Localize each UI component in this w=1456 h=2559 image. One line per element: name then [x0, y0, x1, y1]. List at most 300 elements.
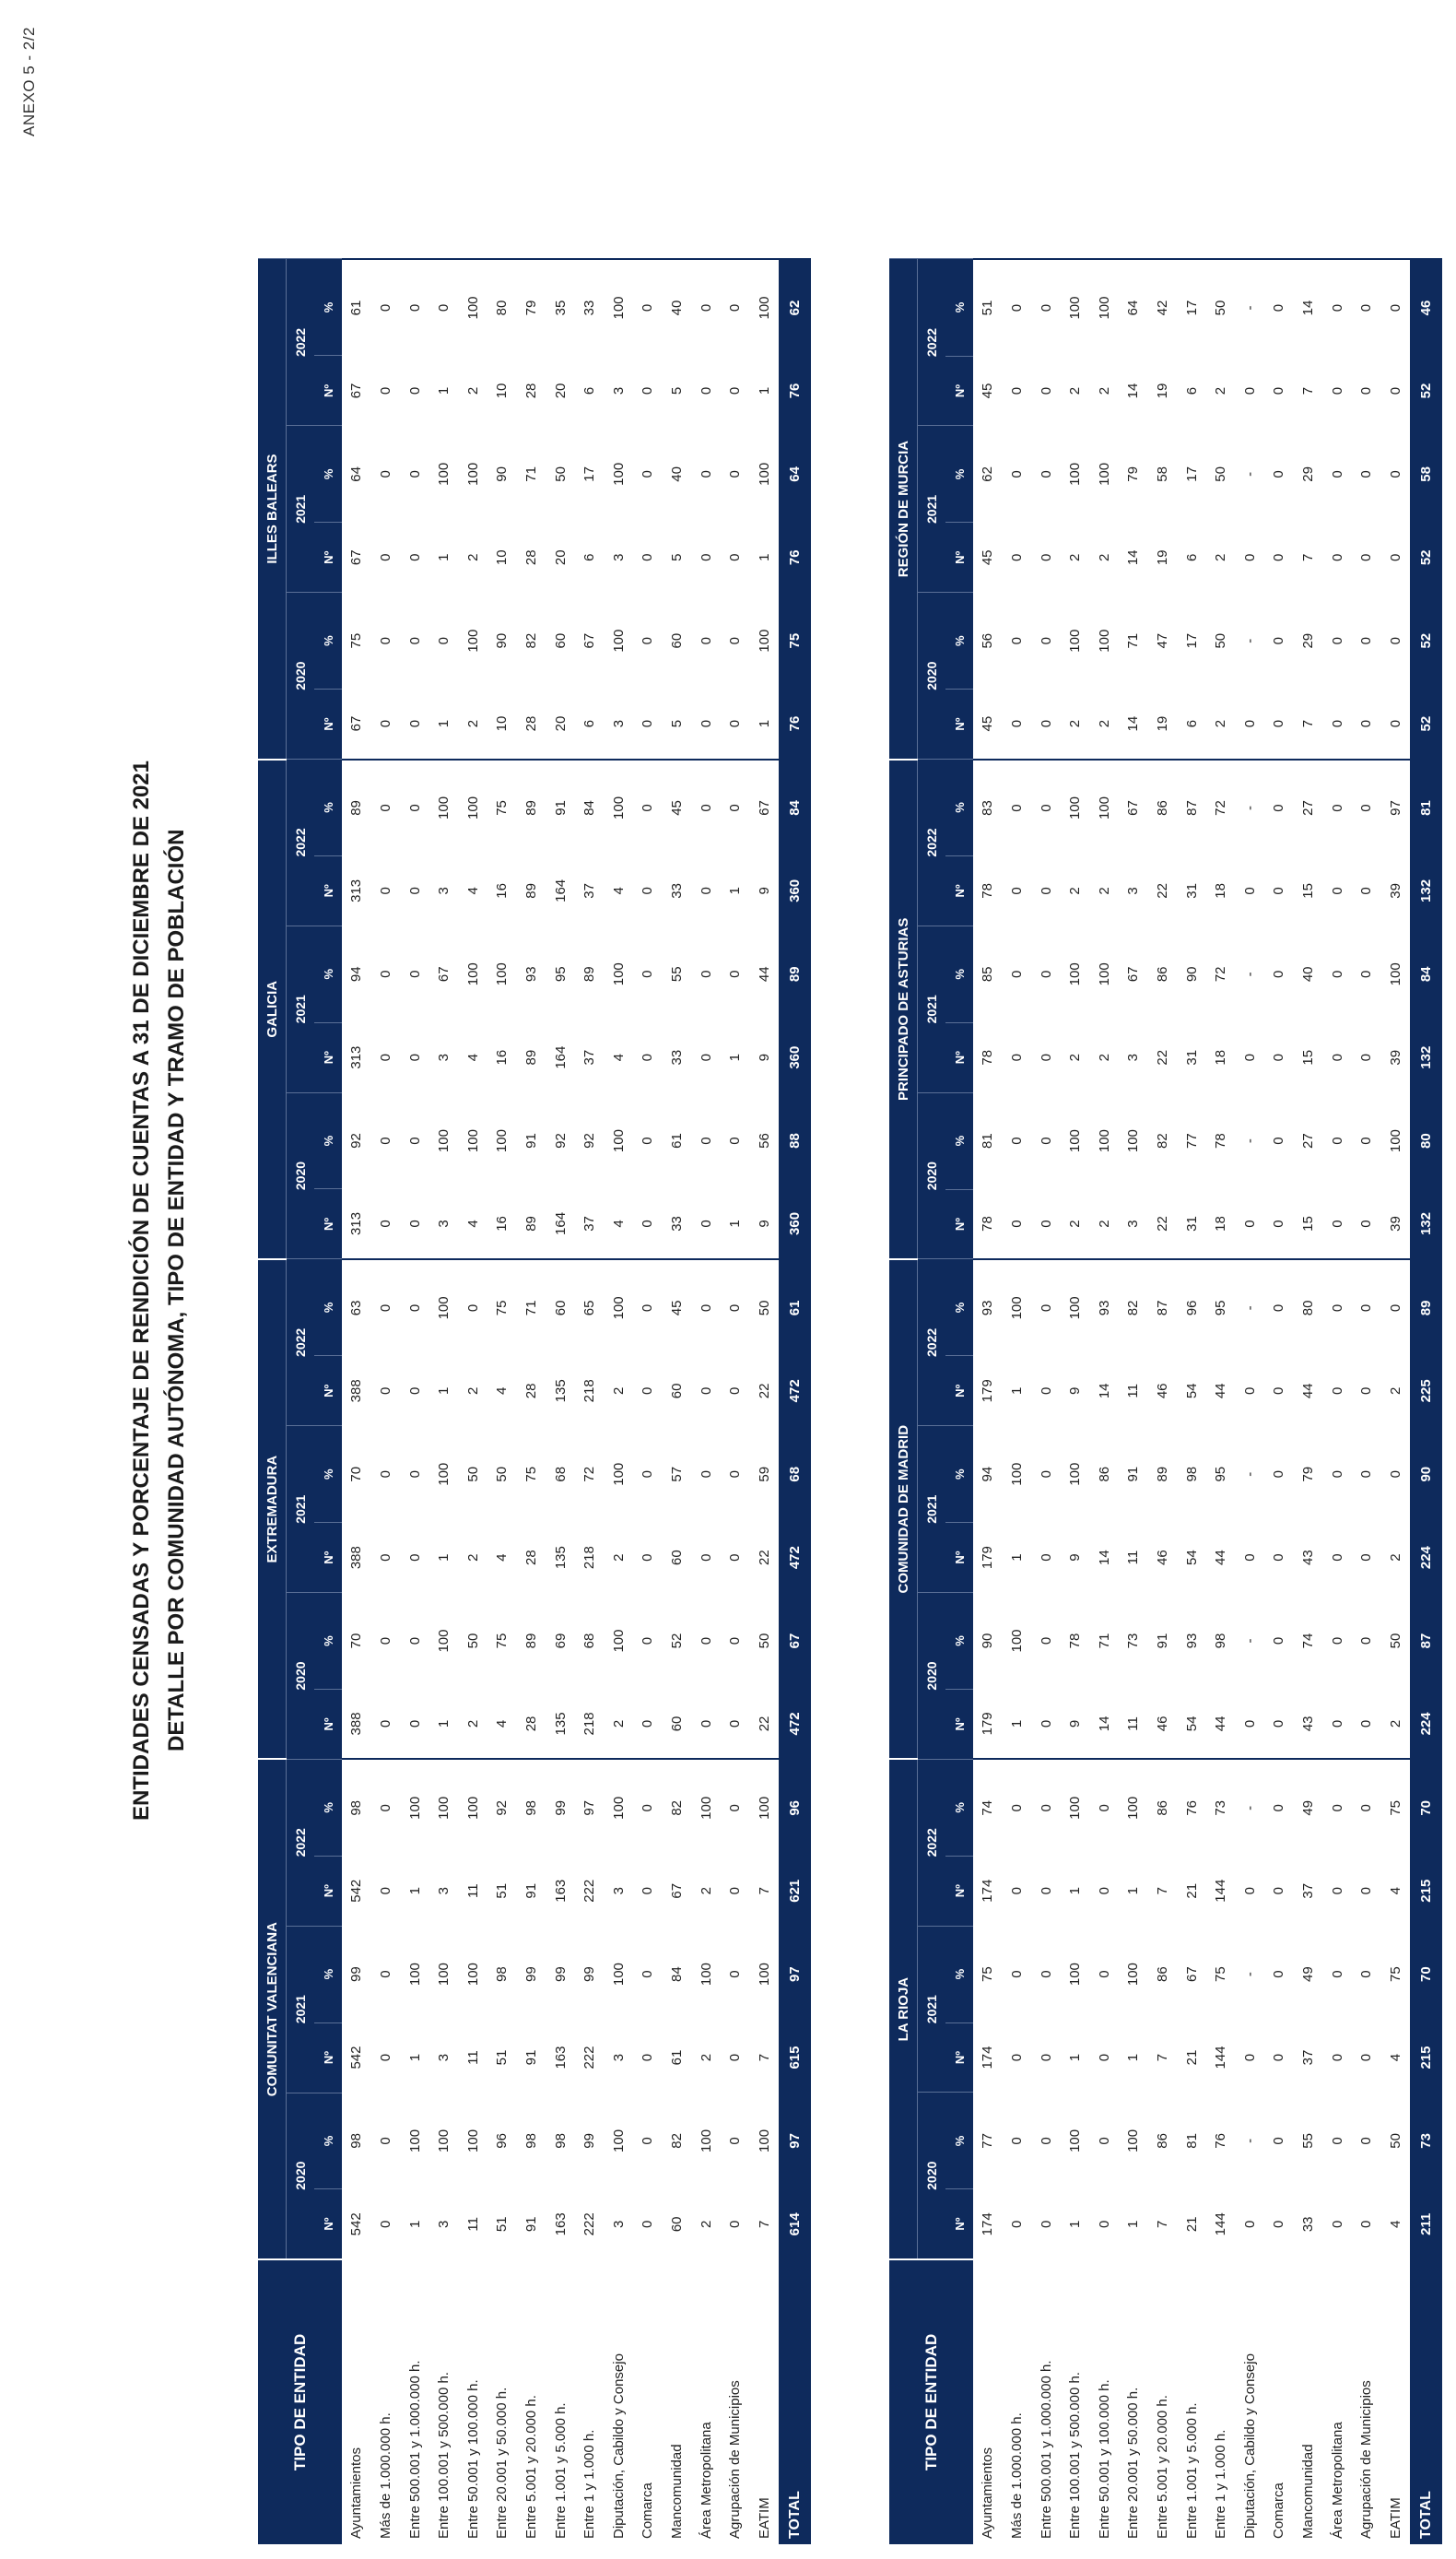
count-cell: 3	[1125, 1054, 1142, 1062]
percent-cell: 17	[1177, 259, 1206, 356]
percent-cell: 0	[1322, 760, 1352, 856]
count-cell: 0	[698, 1553, 714, 1562]
percent-cell: 67	[1183, 1966, 1200, 1982]
percent-cell: 0	[371, 259, 401, 356]
percent-cell: 100	[610, 629, 627, 653]
percent-cell: 100	[1125, 1963, 1142, 1987]
percent-cell: 82	[669, 2133, 685, 2149]
percent-cell: 81	[1183, 2133, 1200, 2149]
count-cell: 0	[1241, 1719, 1258, 1728]
percent-cell: 100	[610, 1462, 627, 1486]
count-cell: 1	[406, 1887, 423, 1895]
percent-cell: 50	[464, 1466, 481, 1482]
percent-cell: 0	[371, 1759, 401, 1856]
percent-cell: 97	[779, 2093, 811, 2189]
percent-cell: 91	[546, 760, 575, 856]
percent-cell: 49	[1300, 1966, 1316, 1982]
count-cell: 46	[1154, 1550, 1170, 1565]
count-cell: 0	[1271, 553, 1287, 561]
count-cell: 360	[779, 855, 811, 926]
percent-cell: 0	[698, 470, 714, 478]
count-cell: 52	[1410, 690, 1442, 760]
count-cell: 0	[1038, 2053, 1054, 2062]
percent-cell: 100	[436, 2129, 452, 2152]
count-cell: 28	[523, 1550, 539, 1565]
count-cell: 1	[756, 719, 772, 728]
percent-column-header: %	[314, 259, 342, 356]
percent-cell: 51	[973, 259, 1003, 356]
count-cell: 0	[1096, 2220, 1112, 2228]
count-cell: 0	[1329, 1386, 1345, 1395]
percent-cell: 75	[494, 1633, 511, 1649]
count-cell: 10	[494, 549, 511, 566]
count-cell: 313	[348, 1045, 365, 1069]
percent-cell: 84	[1410, 926, 1442, 1022]
count-cell: 28	[523, 549, 539, 566]
count-cell: 7	[1300, 719, 1316, 728]
count-cell: 44	[1213, 1550, 1229, 1565]
percent-cell: 76	[1177, 1759, 1206, 1856]
table-row	[1294, 259, 1323, 2544]
count-cell: 51	[494, 2049, 511, 2066]
percent-cell: 89	[342, 760, 371, 856]
count-cell: 0	[1271, 2220, 1287, 2228]
percent-cell: 50	[552, 466, 569, 482]
percent-cell: 75	[487, 760, 517, 856]
count-cell: 2	[1067, 386, 1084, 395]
count-cell: 218	[581, 1712, 598, 1736]
percent-cell: 70	[1410, 1926, 1442, 2022]
row-label: Entre 1 y 1.000 h.	[1213, 2429, 1229, 2539]
percent-cell: 64	[1119, 259, 1148, 356]
percent-cell: 100	[436, 1629, 452, 1653]
percent-cell: 0	[1038, 1137, 1054, 1145]
percent-cell: 92	[552, 1133, 569, 1149]
count-cell: 0	[727, 1386, 744, 1396]
count-cell: 0	[698, 1386, 714, 1396]
percent-cell: 100	[458, 259, 487, 356]
count-cell: 14	[1125, 715, 1142, 732]
percent-cell: 0	[721, 1759, 750, 1856]
percent-cell: 0	[458, 1259, 487, 1356]
count-cell: 22	[1154, 1049, 1170, 1066]
percent-cell: -	[1241, 1638, 1258, 1644]
count-cell: 0	[1329, 2053, 1345, 2062]
percent-cell: 100	[1067, 629, 1084, 653]
count-cell: 18	[1213, 1049, 1229, 1066]
table-row	[371, 259, 401, 2544]
count-cell: 0	[377, 2053, 393, 2062]
count-cell: 43	[1300, 1716, 1316, 1732]
data-table-block-1	[258, 258, 811, 2544]
count-cell: 0	[1271, 719, 1287, 728]
count-cell: 472	[779, 1689, 811, 1759]
count-cell: 91	[523, 2216, 539, 2233]
count-cell: 6	[1183, 719, 1200, 728]
year-header: 2021	[918, 1926, 946, 2093]
count-cell: 0	[698, 553, 714, 561]
count-cell: 0	[640, 386, 656, 395]
percent-cell: 93	[973, 1259, 1003, 1356]
percent-cell: 0	[1031, 1759, 1061, 1856]
percent-cell: 100	[458, 760, 487, 856]
percent-cell: 100	[750, 259, 780, 356]
percent-cell: 0	[727, 1137, 744, 1145]
count-cell: 0	[640, 1386, 656, 1396]
count-cell: 132	[1410, 1189, 1442, 1259]
count-cell: 9	[756, 1220, 772, 1228]
percent-cell: 100	[1003, 1259, 1032, 1356]
percent-cell: -	[1241, 1138, 1258, 1144]
percent-column-header: %	[314, 593, 342, 690]
count-cell: 0	[1271, 1887, 1287, 1895]
count-cell: 14	[1096, 1383, 1112, 1399]
table-row	[429, 259, 459, 2544]
year-header: 2020	[918, 593, 946, 760]
percent-cell: 75	[980, 1966, 996, 1982]
count-cell: 39	[1387, 1216, 1403, 1232]
percent-cell: 89	[517, 760, 546, 856]
percent-cell: 29	[1300, 632, 1316, 649]
count-cell: 614	[779, 2189, 811, 2259]
count-cell: 6	[581, 719, 598, 728]
row-label: Agrupación de Municipios	[1358, 2380, 1375, 2539]
percent-cell: 92	[348, 1133, 365, 1149]
count-cell: 222	[581, 2212, 598, 2236]
percent-cell: 81	[1410, 760, 1442, 856]
count-cell: 5	[669, 553, 685, 561]
percent-cell: 68	[779, 1426, 811, 1523]
percent-cell: 0	[727, 470, 744, 478]
count-cell: 7	[1154, 1887, 1170, 1895]
count-cell: 0	[1241, 1887, 1258, 1895]
percent-cell: 0	[1096, 1970, 1112, 1978]
percent-cell: 86	[1154, 2133, 1170, 2149]
count-cell: 9	[756, 887, 772, 895]
percent-cell: 99	[546, 1759, 575, 1856]
count-cell: 164	[552, 879, 569, 902]
percent-cell: 0	[1322, 1759, 1352, 1856]
count-cell: 3	[436, 1887, 452, 1895]
count-cell: 1	[1067, 2053, 1084, 2062]
row-label: Entre 500.001 y 1.000.000 h.	[1038, 2360, 1054, 2539]
count-cell: 0	[698, 1053, 714, 1062]
percent-cell: 0	[633, 1259, 663, 1356]
percent-cell: 100	[436, 1129, 452, 1153]
percent-cell: 0	[727, 970, 744, 978]
percent-cell: 0	[1008, 1137, 1025, 1145]
year-header: 2020	[918, 1092, 946, 1259]
row-label: Entre 50.001 y 100.000 h.	[1096, 2379, 1112, 2539]
percent-cell: 0	[1271, 1970, 1287, 1978]
table-row	[691, 259, 721, 2544]
percent-cell: 50	[1387, 1633, 1403, 1649]
percent-cell: 49	[1294, 1759, 1323, 1856]
percent-cell: 35	[546, 259, 575, 356]
count-cell: 0	[377, 1053, 393, 1062]
percent-cell: 0	[377, 1470, 393, 1479]
count-cell: 621	[779, 1856, 811, 1926]
table-row	[1322, 259, 1352, 2544]
percent-cell: 94	[348, 966, 365, 983]
percent-cell: 78	[1213, 1133, 1229, 1149]
data-table-block-2	[889, 258, 1442, 2544]
percent-cell: 65	[575, 1259, 605, 1356]
percent-cell: 0	[640, 1636, 656, 1645]
count-cell: 21	[1183, 2216, 1200, 2233]
count-cell: 0	[377, 1887, 393, 1895]
percent-cell: 98	[1183, 1466, 1200, 1482]
count-cell: 2	[1387, 1719, 1403, 1728]
percent-cell: 100	[756, 1963, 772, 1987]
percent-cell: 77	[980, 2133, 996, 2149]
percent-cell: 0	[633, 259, 663, 356]
count-cell: 0	[698, 719, 714, 728]
percent-cell: 52	[669, 1633, 685, 1649]
percent-cell: 59	[756, 1466, 772, 1482]
row-label: Diputación, Cabildo y Consejo	[1241, 2353, 1258, 2539]
count-cell: 0	[377, 1386, 393, 1396]
count-cell: 33	[1300, 2216, 1316, 2233]
count-cell: 0	[377, 386, 393, 395]
count-cell: 0	[640, 2053, 656, 2062]
year-header: 2021	[918, 1426, 946, 1593]
count-cell: 615	[779, 2022, 811, 2093]
count-cell: 45	[980, 715, 996, 732]
table-block-1	[258, 258, 811, 2544]
count-column-header: Nº	[314, 1856, 342, 1926]
percent-cell: 100	[436, 1963, 452, 1987]
count-cell: 11	[464, 2217, 481, 2232]
count-cell: 14	[1096, 1550, 1112, 1565]
count-cell: 0	[1038, 887, 1054, 895]
count-column-header: Nº	[314, 2022, 342, 2093]
count-cell: 33	[669, 1049, 685, 1066]
percent-cell: 100	[610, 1963, 627, 1987]
percent-cell: 0	[640, 1137, 656, 1145]
count-cell: 22	[1154, 883, 1170, 899]
table-row	[1177, 259, 1206, 2544]
percent-cell: 0	[698, 970, 714, 978]
count-column-header: Nº	[945, 690, 973, 760]
percent-cell: 60	[669, 632, 685, 649]
count-cell: 76	[779, 356, 811, 426]
count-column-header: Nº	[945, 1689, 973, 1759]
count-cell: 1	[727, 1220, 744, 1228]
count-cell: 9	[1067, 1386, 1084, 1395]
percent-cell: 17	[1183, 466, 1200, 482]
year-header: 2022	[918, 1259, 946, 1426]
count-cell: 0	[640, 2220, 656, 2228]
percent-cell: 85	[980, 966, 996, 983]
count-cell: 0	[1387, 386, 1403, 395]
percent-cell: 100	[1067, 1963, 1084, 1987]
count-cell: 20	[552, 383, 569, 399]
count-cell: 1	[756, 553, 772, 561]
count-cell: 144	[1213, 1879, 1229, 1903]
count-cell: 52	[1410, 523, 1442, 593]
count-column-header: Nº	[314, 1356, 342, 1426]
percent-cell: 0	[1387, 470, 1403, 478]
count-cell: 0	[727, 1553, 744, 1562]
percent-column-header: %	[945, 593, 973, 690]
table-row	[400, 259, 429, 2544]
count-cell: 132	[1410, 855, 1442, 926]
percent-cell: 100	[1061, 1259, 1090, 1356]
entity-type-header: TIPO DE ENTIDAD	[258, 2259, 342, 2544]
row-label: Área Metropolitana	[698, 2422, 714, 2539]
percent-cell: 0	[1358, 1636, 1375, 1645]
count-cell: 6	[1183, 553, 1200, 561]
percent-cell: 68	[552, 1466, 569, 1482]
percent-cell: 61	[342, 259, 371, 356]
count-cell: 179	[980, 1379, 996, 1403]
year-header: 2021	[287, 1926, 315, 2093]
count-cell: 44	[1300, 1383, 1316, 1399]
count-cell: 76	[779, 690, 811, 760]
percent-cell: 0	[691, 760, 721, 856]
percent-cell: 67	[1125, 966, 1142, 983]
percent-cell: 100	[464, 1129, 481, 1153]
count-cell: 0	[406, 1053, 423, 1062]
count-cell: 1	[436, 719, 452, 728]
percent-cell: 0	[727, 636, 744, 645]
count-cell: 2	[1387, 1386, 1403, 1395]
count-cell: 1	[727, 1053, 744, 1062]
percent-cell: 0	[436, 636, 452, 645]
count-column-header: Nº	[945, 356, 973, 426]
percent-cell: 67	[779, 1593, 811, 1690]
count-cell: 1	[436, 386, 452, 395]
count-cell: 16	[494, 1049, 511, 1066]
percent-cell: 0	[1352, 1759, 1381, 1856]
count-cell: 19	[1154, 383, 1170, 399]
year-header: 2021	[287, 1426, 315, 1593]
percent-cell: 50	[750, 1259, 780, 1356]
count-cell: 76	[779, 523, 811, 593]
count-cell: 0	[1038, 1220, 1054, 1228]
percent-cell: 95	[1206, 1259, 1236, 1356]
percent-cell: 61	[779, 1259, 811, 1356]
year-header: 2022	[918, 1759, 946, 1926]
percent-cell: 0	[1358, 637, 1375, 645]
count-cell: 4	[464, 1220, 481, 1228]
row-label: Agrupación de Municipios	[727, 2380, 744, 2539]
percent-cell: 47	[1154, 632, 1170, 649]
percent-cell: 17	[581, 466, 598, 482]
count-cell: 222	[581, 2046, 598, 2070]
percent-cell: 0	[640, 1470, 656, 1479]
header-row-years	[918, 259, 946, 2544]
count-cell: 388	[348, 1379, 365, 1403]
count-cell: 6	[1183, 386, 1200, 395]
table-row	[1148, 259, 1178, 2544]
percent-cell: 0	[429, 259, 459, 356]
count-cell: 0	[1329, 887, 1345, 895]
percent-column-header: %	[314, 760, 342, 856]
count-cell: 54	[1183, 1550, 1200, 1565]
percent-cell: 0	[1264, 1759, 1294, 1856]
count-cell: 2	[1067, 719, 1084, 728]
count-cell: 11	[1125, 1384, 1142, 1398]
percent-cell: 87	[1148, 1259, 1178, 1356]
page-title-line-2: DETALLE POR COMUNIDAD AUTÓNOMA, TIPO DE ENTIDAD Y TRAMO DE POBLACIÓN	[164, 829, 189, 1752]
count-cell: 0	[1038, 1054, 1054, 1062]
count-cell: 31	[1183, 883, 1200, 899]
row-label: Comarca	[1271, 2482, 1287, 2539]
percent-cell: 70	[348, 1466, 365, 1482]
percent-column-header: %	[314, 1259, 342, 1356]
percent-cell: 87	[1177, 760, 1206, 856]
count-column-header: Nº	[945, 1022, 973, 1092]
count-column-header: Nº	[314, 356, 342, 426]
percent-cell: 100	[429, 1259, 459, 1356]
count-cell: 20	[552, 549, 569, 566]
count-cell: 2	[464, 553, 481, 561]
percent-column-header: %	[945, 926, 973, 1022]
percent-cell: 0	[1264, 259, 1294, 356]
percent-cell: -	[1241, 2138, 1258, 2143]
count-cell: 1	[1125, 1887, 1142, 1895]
count-cell: 1	[1067, 1887, 1084, 1895]
table-block-2	[889, 258, 1442, 2544]
percent-cell: 60	[546, 1259, 575, 1356]
percent-cell: 100	[1119, 1759, 1148, 1856]
percent-cell: 86	[1154, 1966, 1170, 1982]
percent-cell: 82	[663, 1759, 692, 1856]
percent-cell: 67	[436, 966, 452, 983]
region-header: REGIÓN DE MURCIA	[889, 259, 918, 760]
year-header: 2020	[287, 2093, 315, 2259]
count-column-header: Nº	[314, 1189, 342, 1259]
count-cell: 15	[1300, 883, 1316, 899]
percent-cell: 50	[1206, 259, 1236, 356]
table-row	[1089, 259, 1119, 2544]
count-cell: 67	[348, 549, 365, 566]
percent-cell: 0	[698, 1470, 714, 1479]
percent-cell: 0	[377, 636, 393, 645]
percent-cell: 55	[669, 966, 685, 983]
count-cell: 28	[523, 1383, 539, 1399]
percent-cell: 91	[523, 1133, 539, 1149]
count-cell: 67	[348, 715, 365, 732]
count-cell: 0	[1329, 1553, 1345, 1562]
year-header: 2022	[287, 1759, 315, 1926]
percent-cell: 98	[494, 1966, 511, 1982]
percent-cell: 0	[406, 636, 423, 645]
percent-cell: 100	[429, 760, 459, 856]
percent-cell: 50	[756, 1633, 772, 1649]
percent-cell: 100	[1387, 962, 1403, 986]
percent-cell: 0	[640, 470, 656, 478]
percent-cell: 100	[464, 629, 481, 653]
count-cell: 224	[1410, 1523, 1442, 1593]
row-label: TOTAL	[779, 2259, 811, 2544]
count-cell: 1	[406, 2053, 423, 2062]
percent-cell: 40	[669, 466, 685, 482]
percent-column-header: %	[945, 259, 973, 356]
count-column-header: Nº	[314, 523, 342, 593]
count-cell: 0	[406, 1553, 423, 1562]
count-cell: 163	[552, 2046, 569, 2070]
percent-cell: 100	[1096, 462, 1112, 486]
count-cell: 0	[1358, 1553, 1375, 1562]
percent-cell: 100	[464, 462, 481, 486]
count-cell: 22	[1154, 1216, 1170, 1232]
count-cell: 179	[980, 1712, 996, 1736]
count-cell: 4	[494, 1553, 511, 1562]
percent-cell: 0	[1387, 637, 1403, 645]
